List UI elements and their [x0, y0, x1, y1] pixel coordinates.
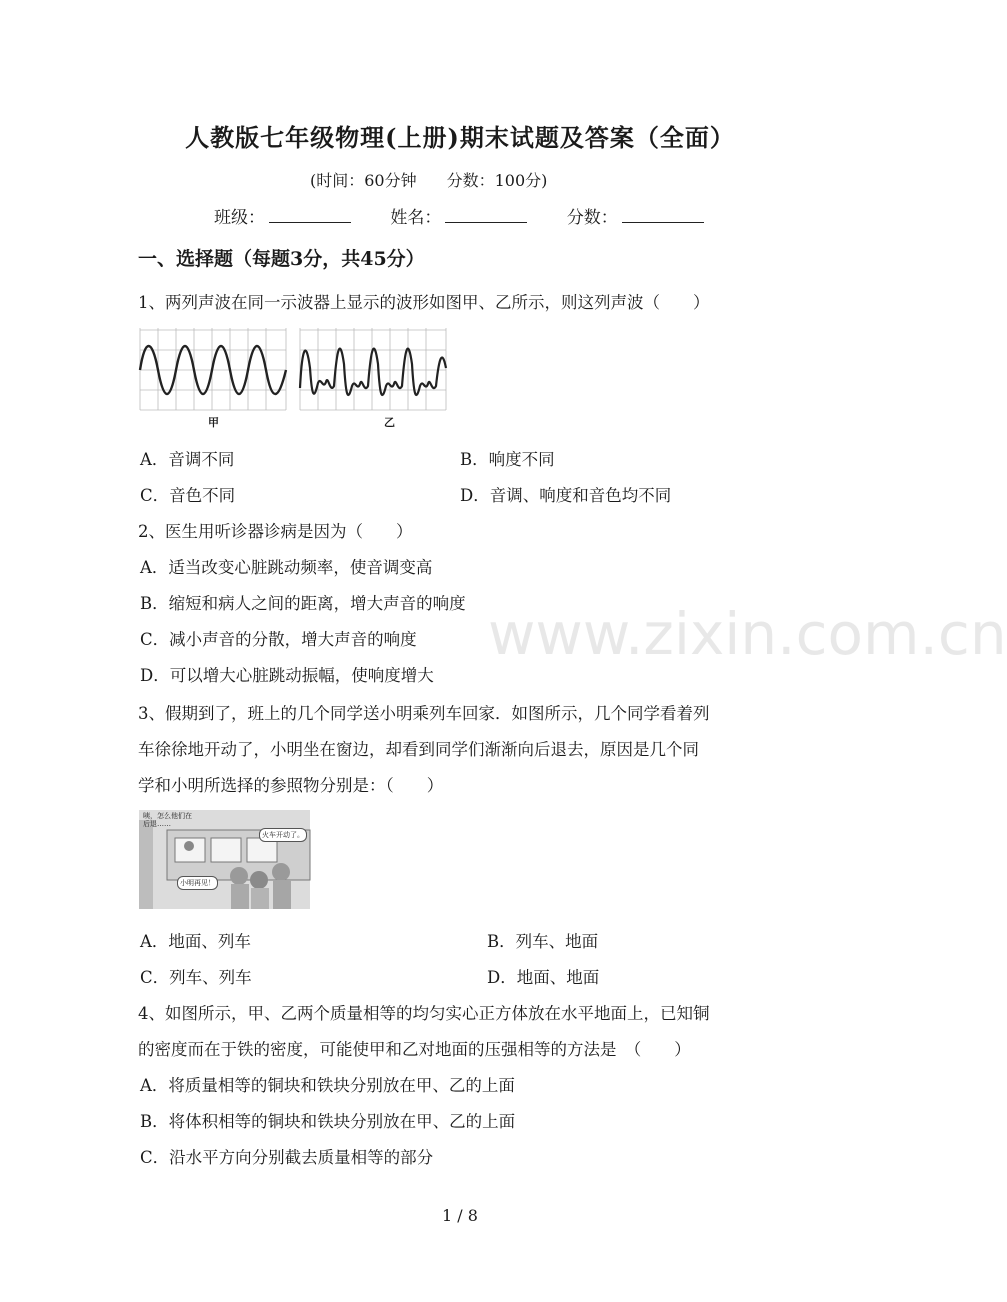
- bubble-train-moving: 火车开动了。: [259, 828, 307, 842]
- name-blank[interactable]: [445, 208, 527, 223]
- student-fields: [214, 203, 738, 228]
- q1-option-d[interactable]: D．音调、响度和音色均不同: [460, 486, 672, 505]
- label-yi: 乙: [384, 416, 395, 429]
- q1-option-b[interactable]: B．响度不同: [460, 450, 555, 469]
- q2-option-d[interactable]: D．可以增大心脏跳动振幅，使响度增大: [140, 666, 434, 685]
- exam-info: [310, 168, 547, 191]
- score-blank[interactable]: [622, 208, 704, 223]
- label-jia: 甲: [208, 416, 219, 429]
- q3-option-b[interactable]: B．列车、地面: [487, 932, 599, 951]
- q2-stem: 2、医生用听诊器诊病是因为（ ）: [138, 522, 413, 541]
- q4-option-c[interactable]: C．沿水平方向分别截去质量相等的部分: [140, 1148, 434, 1167]
- q1-option-a[interactable]: A．音调不同: [140, 450, 235, 469]
- q2-option-c[interactable]: C．减小声音的分散，增大声音的响度: [140, 630, 417, 649]
- q3-stem-line3: 学和小明所选择的参照物分别是：（ ）: [138, 776, 444, 795]
- q3-stem-line2: 车徐徐地开动了，小明坐在窗边，却看到同学们渐渐向后退去，原因是几个同: [138, 740, 699, 759]
- page-title: 人教版七年级物理(上册)期末试题及答案（全面）: [185, 123, 735, 152]
- watermark: www.zixin.com.cn: [488, 600, 1007, 668]
- oscilloscope-graphic: [140, 328, 450, 428]
- class-blank[interactable]: [269, 208, 351, 223]
- q2-option-a[interactable]: A．适当改变心脏跳动频率，使音调变高: [140, 558, 433, 577]
- train-illustration: [139, 810, 310, 909]
- q3-stem-line1: 3、假期到了，班上的几个同学送小明乘列车回家．如图所示，几个同学看着列: [138, 704, 710, 723]
- q2-option-b[interactable]: B．缩短和病人之间的距离，增大声音的响度: [140, 594, 466, 613]
- bubble-goodbye: 小明再见！: [177, 876, 218, 890]
- waveform-figure: [140, 328, 450, 428]
- q1-stem: 1、两列声波在同一示波器上显示的波形如图甲、乙所示，则这列声波（ ）: [138, 293, 710, 312]
- exam-score: 分数：100分): [446, 171, 548, 190]
- name-field: 姓名：: [390, 203, 527, 228]
- q4-option-a[interactable]: A．将质量相等的铜块和铁块分别放在甲、乙的上面: [140, 1076, 515, 1095]
- exam-time: (时间：60分钟: [310, 171, 417, 190]
- section-heading: 一、选择题（每题3分，共45分）: [138, 248, 425, 270]
- bubble-xiaoming: 咦，怎么他们在后退……: [143, 812, 192, 828]
- score-field: 分数：: [567, 203, 704, 228]
- q1-option-c[interactable]: C．音色不同: [140, 486, 236, 505]
- page-number: 1 / 8: [442, 1206, 478, 1225]
- q4-stem-line1: 4、如图所示，甲、乙两个质量相等的均匀实心正方体放在水平地面上，已知铜: [138, 1004, 710, 1023]
- class-field: 班级：: [214, 203, 351, 228]
- q3-option-c[interactable]: C．列车、列车: [140, 968, 252, 987]
- q3-option-a[interactable]: A．地面、列车: [140, 932, 251, 951]
- q3-option-d[interactable]: D．地面、地面: [487, 968, 600, 987]
- q4-stem-line2: 的密度而在于铁的密度，可能使甲和乙对地面的压强相等的方法是 （ ）: [138, 1040, 691, 1059]
- q4-option-b[interactable]: B．将体积相等的铜块和铁块分别放在甲、乙的上面: [140, 1112, 516, 1131]
